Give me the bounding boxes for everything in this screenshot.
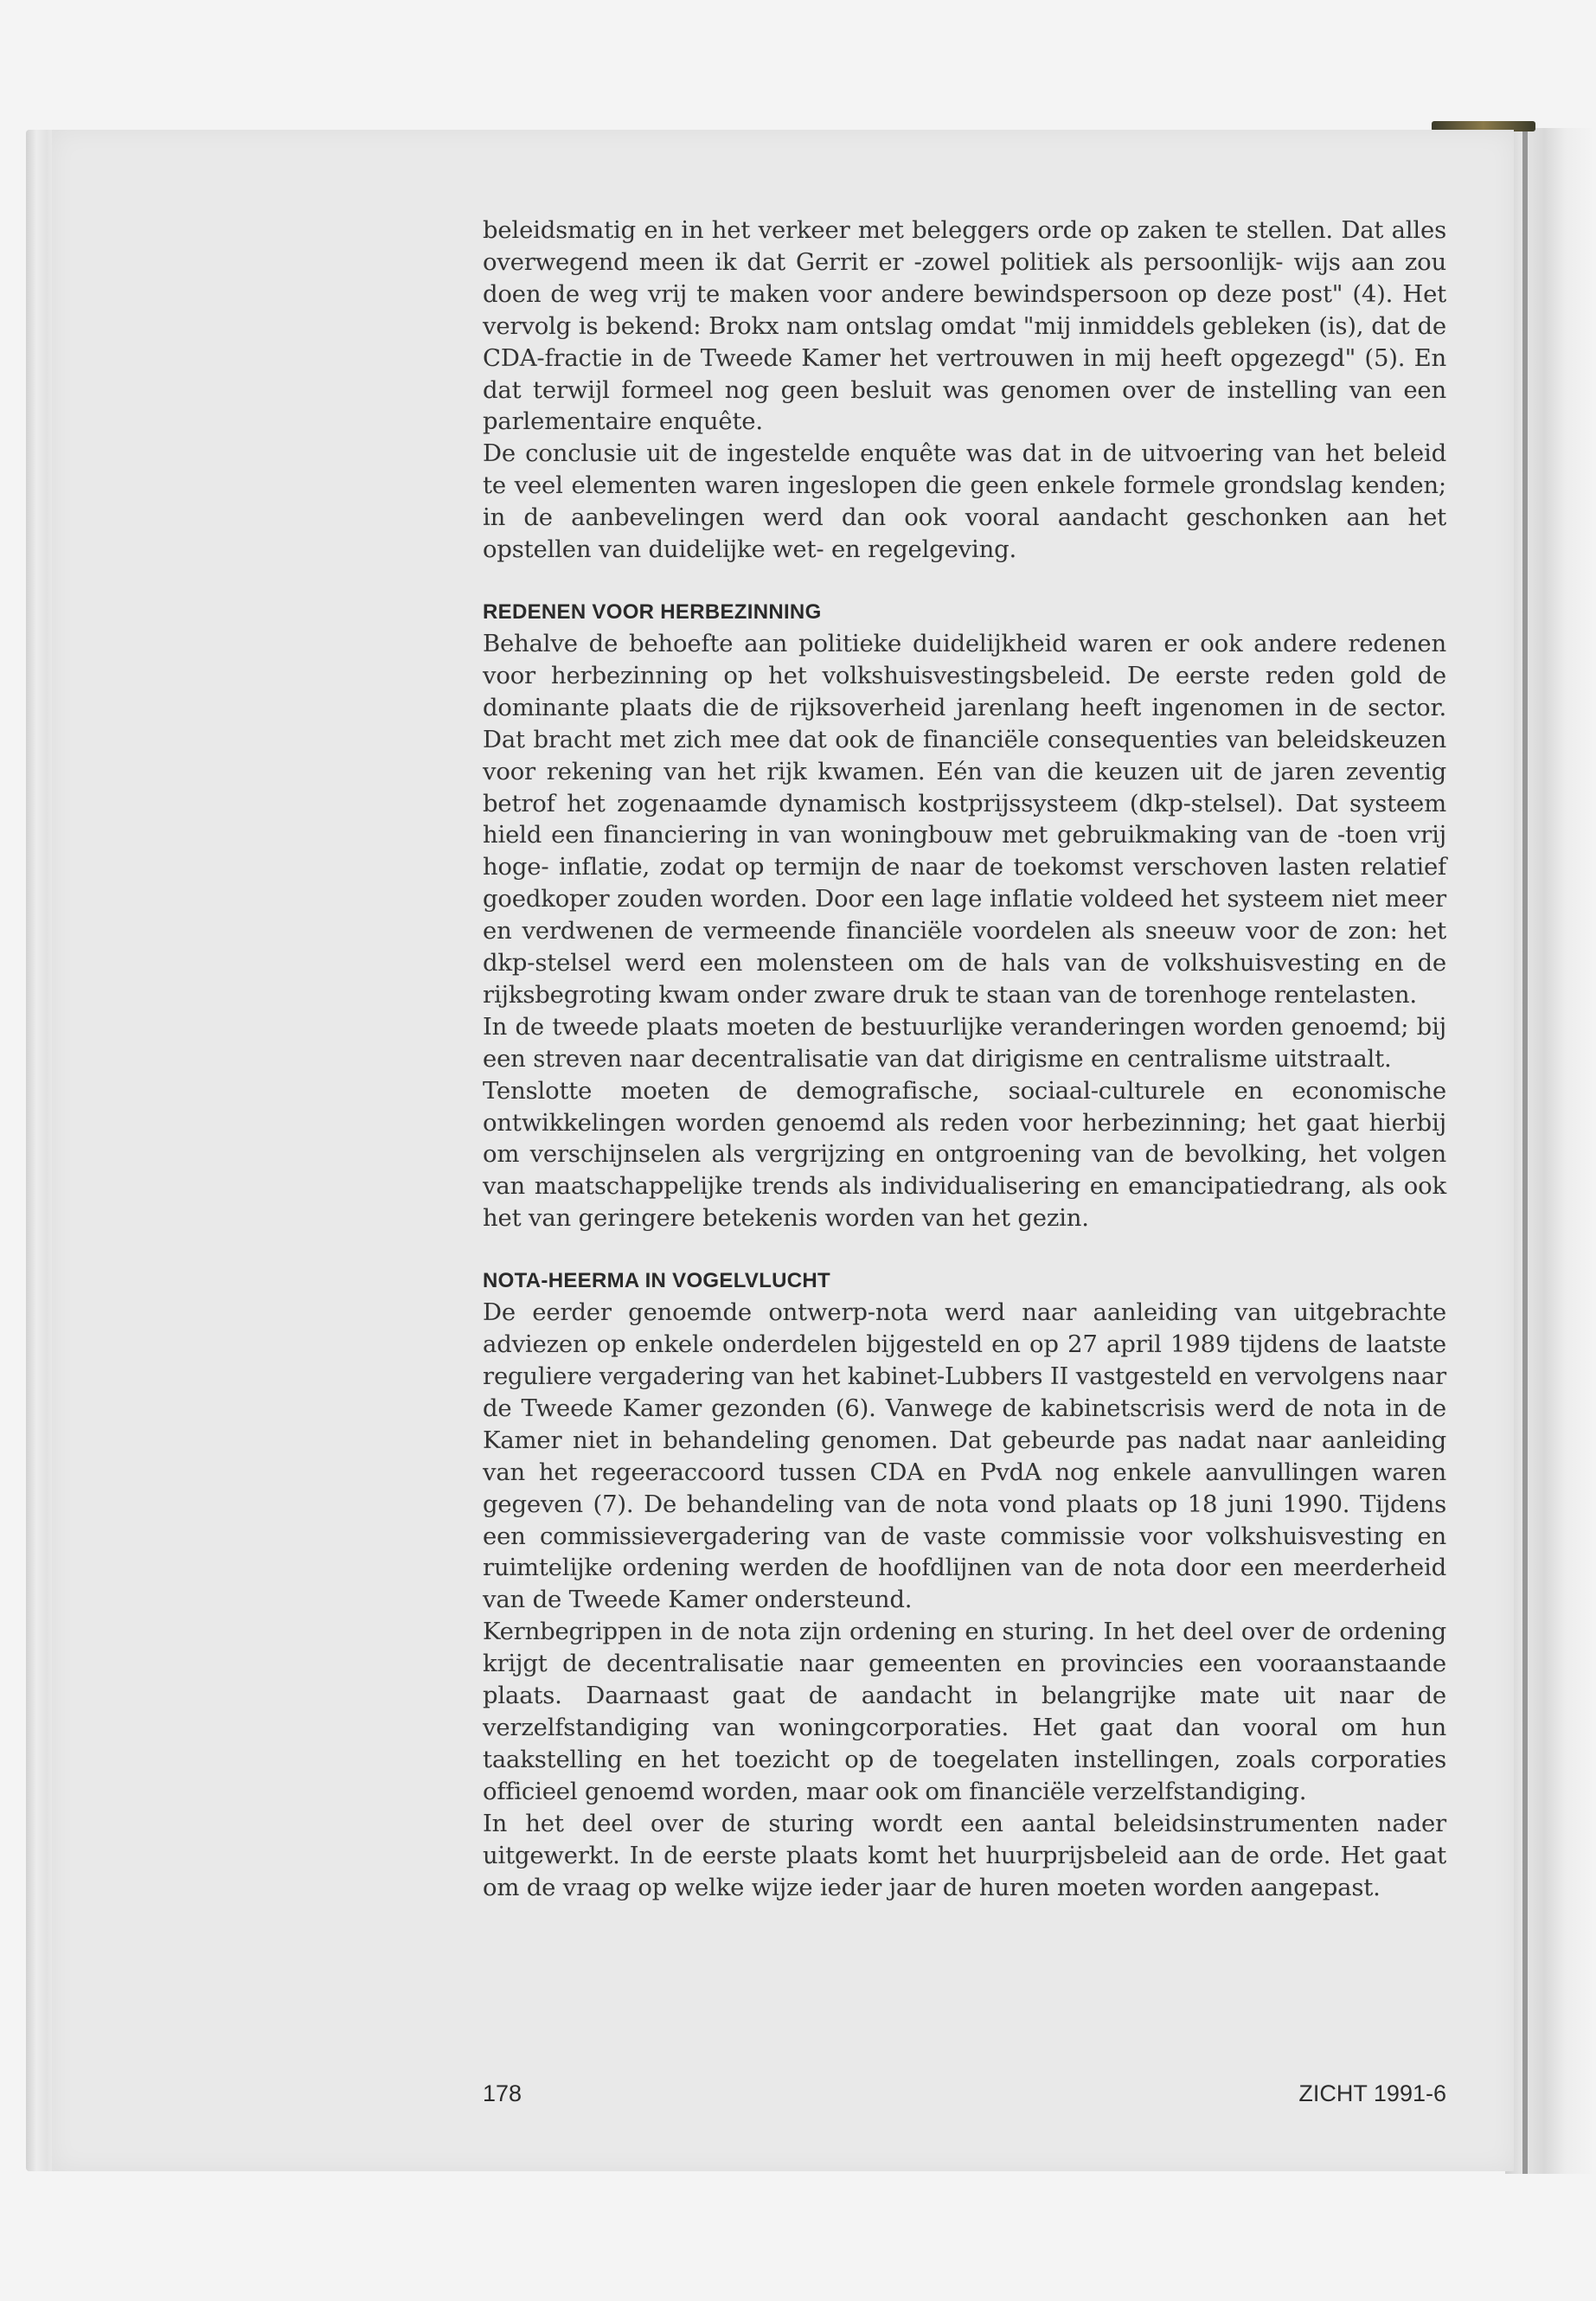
paragraph: Behalve de behoefte aan politieke duidelijkheid waren er ook andere redenen voor herbezinning op het volkshuisvestingsbeleid. De eerste reden gold de dominante plaats die de rijksoverheid jarenlang heeft ingenomen in de sector. Dat bracht met zich mee dat ook de financiële consequenties van beleidskeuzen voor rekening van het rijk kwamen. Eén van die keuzen uit de jaren zeventig betrof het zogenaamde dynamisch kostprijssysteem (dkp-stelsel). Dat systeem hield een financiering in van woningbouw met gebruikmaking van de -toen vrij hoge- inflatie, zodat op termijn de naar de toekomst verschoven lasten relatief goedkoper zouden worden. Door een lage inflatie voldeed het systeem niet meer en verdwenen de vermeende financiële voordelen als sneeuw voor de zon: het dkp-stelsel werd een molensteen om de hals van de volkshuisvesting en de rijksbegroting kwam onder zware druk te staan van de torenhoge rentelasten. <box>483 629 1446 1009</box>
page-footer <box>483 2080 1446 2115</box>
page-number: 178 <box>483 2080 522 2106</box>
paragraph: In het deel over de sturing wordt een aantal beleidsinstrumenten nader uitgewerkt. In de eerste plaats komt het huurprijsbeleid aan de orde. Het gaat om de vraag op welke wijze ieder jaar de huren moeten worden aangepast. <box>483 1809 1446 1901</box>
journal-reference: ZICHT 1991-6 <box>1298 2080 1446 2106</box>
paragraph: In de tweede plaats moeten de bestuurlijke veranderingen worden genoemd; bij een streven naar decentralisatie van dat dirigisme en centralisme uitstraalt. <box>483 1012 1446 1073</box>
section-heading-redenen: REDENEN VOOR HERBEZINNING <box>483 599 822 624</box>
paragraph: De conclusie uit de ingestelde enquête was dat in de uitvoering van het beleid te veel elementen waren ingeslopen die geen enkele formele grondslag kenden; in de aanbevelingen werd dan ook vooral aandacht geschonken aan het opstellen van duidelijke wet- en regelgeving. <box>483 439 1446 564</box>
paragraph: De eerder genoemde ontwerp-nota werd naar aanleiding van uitgebrachte adviezen op enkele onderdelen bijgesteld en op 27 april 1989 tijdens de laatste reguliere vergadering van het kabinet-Lubbers II vastgesteld en vervolgens naar de Tweede Kamer gezonden (6). Vanwege de kabinetscrisis werd de nota in de Kamer niet in behandeling genomen. Dat gebeurde pas nadat naar aanleiding van het regeeraccoord tussen CDA en PvdA nog enkele aanvullingen waren gegeven (7). De behandeling van de nota vond plaats op 18 juni 1990. Tijdens een commissievergadering van de vaste commissie voor volkshuisvesting en ruimtelijke ordening werden de hoofdlijnen van de nota door een meerderheid van de Tweede Kamer ondersteund. <box>483 1298 1446 1614</box>
paragraph: beleidsmatig en in het verkeer met beleggers orde op zaken te stellen. Dat alles overwegend meen ik dat Gerrit er -zowel politiek als persoonlijk- wijs aan zou doen de weg vrij te maken voor andere bewindspersoon op deze post" (4). Het vervolg is bekend: Brokx nam ontslag omdat "mij inmiddels gebleken (is), dat de CDA-fractie in de Tweede Kamer het vertrouwen in mij heeft opgezegd" (5). En dat terwijl formeel nog geen besluit was genomen over de instelling van een parlementaire enquête. <box>483 216 1446 436</box>
page-content <box>483 215 1446 1903</box>
book-spine <box>1522 128 1528 2174</box>
paragraph: Kernbegrippen in de nota zijn ordening en sturing. In het deel over de ordening krijgt de decentralisatie naar gemeenten en provincies een vooraanstaande plaats. Daarnaast gaat de aandacht in belangrijke mate uit naar de verzelfstandiging van woningcorporaties. Het gaat dan vooral om hun taakstelling en het toezicht op de toegelaten instellingen, zoals corporaties officieel genoemd worden, maar ook om financiële verzelfstandiging. <box>483 1618 1446 1805</box>
book-edge-right <box>1505 128 1592 2174</box>
paragraph: Tenslotte moeten de demografische, sociaal-culturele en economische ontwikkelingen worden genoemd als reden voor herbezinning; het gaat hierbij om verschijnselen als vergrijzing en ontgroening van de bevolking, het volgen van maatschappelijke trends als individualisering en emancipatiedrang, als ook het van geringere betekenis worden van het gezin. <box>483 1076 1446 1233</box>
section-heading-nota-heerma: NOTA-HEERMA IN VOGELVLUCHT <box>483 1269 831 1293</box>
